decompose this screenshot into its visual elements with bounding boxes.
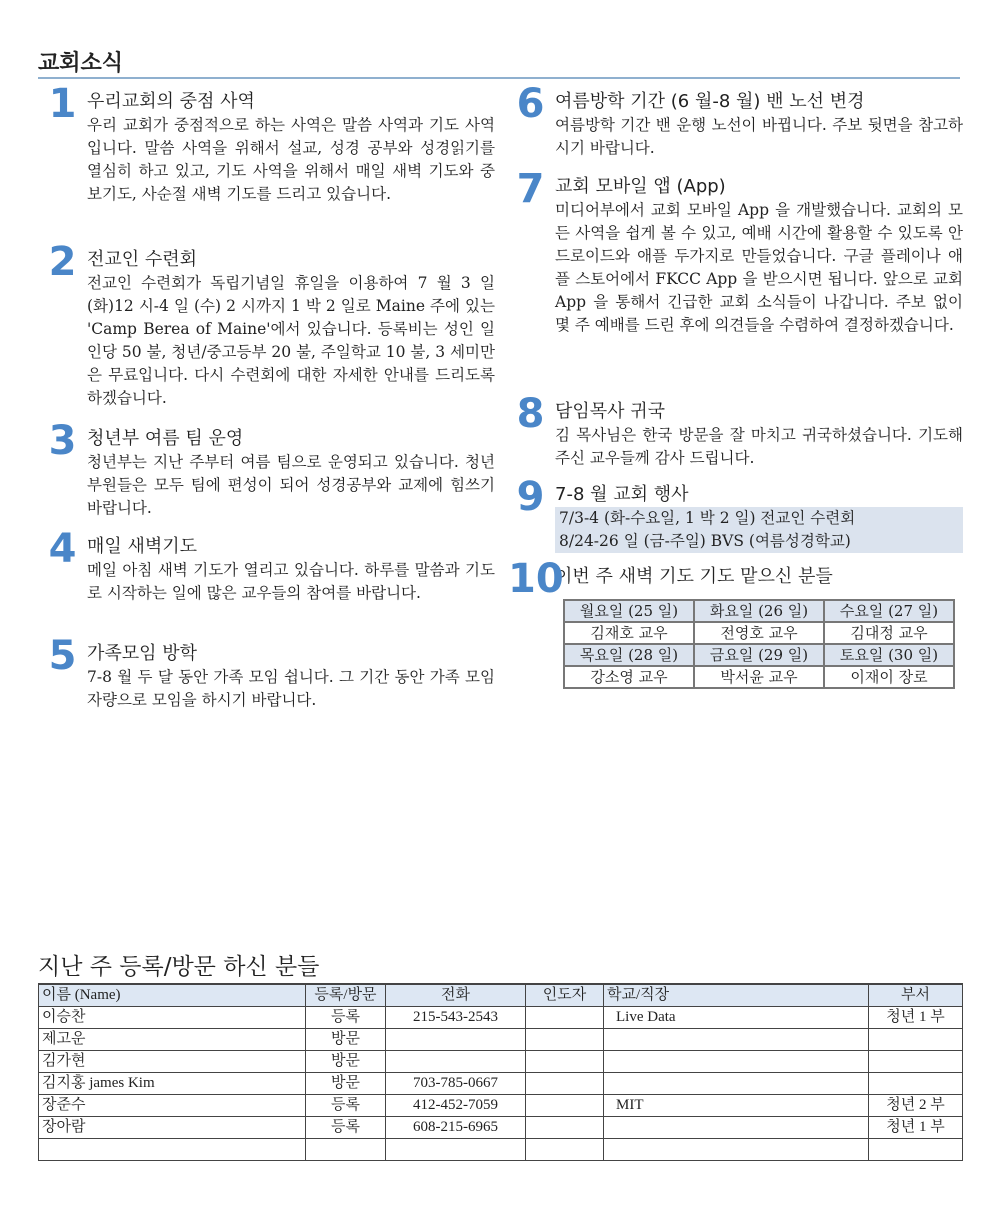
schedule-cell: 월요일 (25 일): [564, 600, 694, 622]
news-item-2: [40, 239, 495, 410]
item-number: 9: [516, 474, 545, 520]
table-cell: [526, 1095, 604, 1117]
item-title: 교회 모바일 앱 (App): [555, 176, 726, 197]
table-cell: [386, 1139, 526, 1161]
item-title: 이번 주 새벽 기도 기도 맡으신 분들: [555, 566, 833, 587]
schedule-row: [564, 666, 954, 688]
table-cell: [39, 1139, 306, 1161]
event-list: [555, 507, 963, 553]
item-body: 7-8 월 두 달 동안 가족 모임 쉽니다. 그 기간 동안 가족 모임 자량으로 모임을 하시기 바랍니다.: [87, 668, 495, 709]
news-item-7: [508, 166, 963, 337]
table-cell: 방문: [306, 1029, 386, 1051]
table-cell: 등록: [306, 1007, 386, 1029]
news-item-4: [40, 526, 495, 605]
item-title: 담임목사 귀국: [555, 401, 666, 422]
item-title: 청년부 여름 팀 운영: [87, 428, 244, 449]
table-cell: [869, 1073, 963, 1095]
table-cell: [869, 1029, 963, 1051]
item-number: 5: [48, 633, 77, 679]
column-header: 학교/직장: [604, 984, 869, 1007]
table-cell: 등록: [306, 1117, 386, 1139]
item-number: 3: [48, 418, 77, 464]
table-row: [39, 1139, 963, 1161]
news-item-3: [40, 418, 495, 520]
news-item-9: [508, 474, 963, 553]
page-title: 교회소식: [38, 51, 124, 76]
schedule-cell: 박서윤 교우: [694, 666, 824, 688]
table-cell: 김지홍 james Kim: [39, 1073, 306, 1095]
schedule-cell: 금요일 (29 일): [694, 644, 824, 666]
column-header: 전화: [386, 984, 526, 1007]
schedule-cell: 이재이 장로: [824, 666, 954, 688]
table-cell: 등록: [306, 1095, 386, 1117]
item-body: 여름방학 기간 밴 운행 노선이 바뀝니다. 주보 뒷면을 참고하시기 바랍니다.: [555, 116, 963, 157]
table-cell: 703-785-0667: [386, 1073, 526, 1095]
table-cell: [869, 1051, 963, 1073]
item-title: 여름방학 기간 (6 월-8 월) 밴 노선 변경: [555, 91, 865, 112]
table-cell: 김가현: [39, 1051, 306, 1073]
schedule-cell: 토요일 (30 일): [824, 644, 954, 666]
column-header: 등록/방문: [306, 984, 386, 1007]
table-cell: [306, 1139, 386, 1161]
item-body: 청년부는 지난 주부터 여름 팀으로 운영되고 있습니다. 청년부원들은 모두 팀에 편성이 되어 성경공부와 교제에 힘쓰기 바랍니다.: [87, 453, 495, 517]
table-cell: 412-452-7059: [386, 1095, 526, 1117]
table-cell: Live Data: [604, 1007, 869, 1029]
table-cell: [869, 1139, 963, 1161]
schedule-cell: 강소영 교우: [564, 666, 694, 688]
table-row: [39, 1073, 963, 1095]
news-item-5: [40, 633, 495, 712]
table-cell: [526, 1029, 604, 1051]
item-body: 메일 아침 새벽 기도가 열리고 있습니다. 하루를 말씀과 기도로 시작하는 일에 많은 교우들의 참여를 바랍니다.: [87, 561, 495, 602]
item-number: 2: [48, 239, 77, 285]
table-cell: 608-215-6965: [386, 1117, 526, 1139]
table-cell: 방문: [306, 1073, 386, 1095]
table-cell: [526, 1051, 604, 1073]
table-cell: [604, 1117, 869, 1139]
table-cell: [526, 1139, 604, 1161]
registration-table: [38, 983, 963, 1161]
schedule-cell: 전영호 교우: [694, 622, 824, 644]
table-cell: 청년 1 부: [869, 1007, 963, 1029]
item-title: 전교인 수련회: [87, 249, 198, 270]
item-title: 매일 새벽기도: [87, 536, 198, 557]
table-cell: [526, 1007, 604, 1029]
news-item-10: [508, 556, 963, 689]
schedule-cell: 수요일 (27 일): [824, 600, 954, 622]
column-header: 부서: [869, 984, 963, 1007]
schedule-row: [564, 644, 954, 666]
registration-title: 지난 주 등록/방문 하신 분들: [38, 954, 320, 980]
item-title: 가족모임 방학: [87, 643, 198, 664]
table-cell: [386, 1051, 526, 1073]
table-cell: 청년 2 부: [869, 1095, 963, 1117]
table-cell: [604, 1139, 869, 1161]
item-body: 미디어부에서 교회 모바일 App 을 개발했습니다. 교회의 모든 사역을 쉽게 볼 수 있고, 예배 시간에 활용할 수 있도록 안드로이드와 애플 두가지로 만들었습니다. 구글 플레이나 애플 스토어에서 FKCC App 을 받으시면 됩니다. 앞으로 교회 App 을 통해서 긴급한 교회 소식들이 나갑니다. 주보 없이 몇 주 예배를 드린 후에 의견들을 수렴하여 결정하겠습니다.: [555, 201, 963, 334]
schedule-cell: 목요일 (28 일): [564, 644, 694, 666]
item-title: 우리교회의 중점 사역: [87, 91, 255, 112]
item-body: 우리 교회가 중점적으로 하는 사역은 말씀 사역과 기도 사역입니다. 말씀 사역을 위해서 설교, 성경 공부와 성경읽기를 열심히 하고 있고, 기도 사역을 위해서 매일 새벽 기도와 중보기도, 사순절 새벽 기도를 드리고 있습니다.: [87, 116, 495, 203]
table-cell: 청년 1 부: [869, 1117, 963, 1139]
table-cell: 제고운: [39, 1029, 306, 1051]
title-divider: [38, 77, 960, 79]
table-cell: [604, 1051, 869, 1073]
news-item-8: [508, 391, 963, 470]
item-title: 7-8 월 교회 행사: [555, 484, 689, 505]
table-cell: 215-543-2543: [386, 1007, 526, 1029]
event-line: 8/24-26 일 (금-주일) BVS (여름성경학교): [559, 532, 851, 550]
schedule-cell: 김대정 교우: [824, 622, 954, 644]
schedule-row: [564, 600, 954, 622]
table-cell: [526, 1117, 604, 1139]
table-row: [39, 1051, 963, 1073]
schedule-cell: 김재호 교우: [564, 622, 694, 644]
table-row: [39, 1095, 963, 1117]
table-cell: [386, 1029, 526, 1051]
table-cell: [604, 1073, 869, 1095]
schedule-row: [564, 622, 954, 644]
table-cell: 이승찬: [39, 1007, 306, 1029]
event-line: 7/3-4 (화-수요일, 1 박 2 일) 전교인 수련회: [559, 509, 856, 527]
news-item-6: [508, 81, 963, 160]
item-number: 1: [48, 81, 77, 127]
prayer-schedule-table: [563, 599, 955, 689]
item-number: 6: [516, 81, 545, 127]
table-row: [39, 1007, 963, 1029]
table-cell: 장아람: [39, 1117, 306, 1139]
table-cell: [526, 1073, 604, 1095]
column-header: 이름 (Name): [39, 984, 306, 1007]
item-number: 10: [508, 556, 564, 602]
news-item-1: [40, 81, 495, 206]
item-body: 전교인 수련회가 독립기념일 휴일을 이용하여 7 월 3 일 (화)12 시-4 일 (수) 2 시까지 1 박 2 일로 Maine 주에 있는 'Camp Berea of Maine'에서 있습니다. 등록비는 성인 일인당 50 불, 청년/중고등부 20 불, 주일학교 10 불, 3 세미만은 무료입니다. 다시 수련회에 대한 자세한 안내를 드리도록 하겠습니다.: [87, 274, 495, 407]
table-cell: 방문: [306, 1051, 386, 1073]
table-cell: MIT: [604, 1095, 869, 1117]
item-number: 7: [516, 166, 545, 212]
table-row: [39, 1029, 963, 1051]
table-row: [39, 1117, 963, 1139]
table-cell: [604, 1029, 869, 1051]
table-cell: 장준수: [39, 1095, 306, 1117]
item-body: 김 목사님은 한국 방문을 잘 마치고 귀국하셨습니다. 기도해 주신 교우들께 감사 드립니다.: [555, 426, 963, 467]
column-header: 인도자: [526, 984, 604, 1007]
schedule-cell: 화요일 (26 일): [694, 600, 824, 622]
item-number: 8: [516, 391, 545, 437]
item-number: 4: [48, 526, 77, 572]
